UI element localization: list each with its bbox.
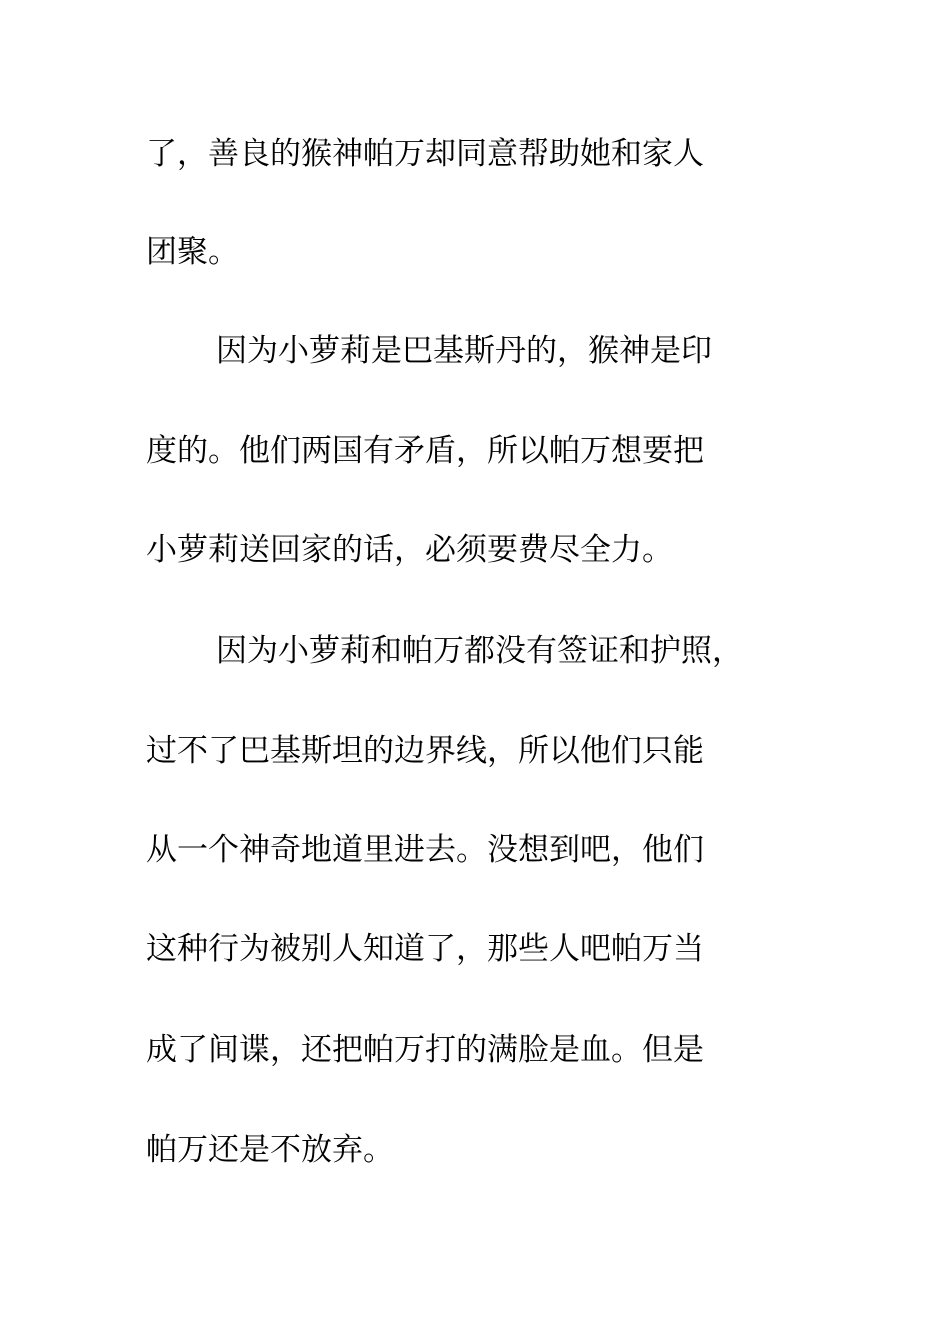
paragraph-3-line-1: 因为小萝莉和帕万都没有签证和护照，	[216, 633, 743, 669]
text-line-2: 团聚。	[146, 234, 239, 270]
text-line-1: 了，善良的猴神帕万却同意帮助她和家人	[146, 136, 704, 172]
paragraph-3-line-5: 成了间谍，还把帕万打的满脸是血。但是	[146, 1032, 704, 1068]
paragraph-2-line-1: 因为小萝莉是巴基斯丹的，猴神是印	[216, 333, 712, 369]
paragraph-2-line-3: 小萝莉送回家的话，必须要费尽全力。	[146, 532, 673, 568]
paragraph-3-line-6: 帕万还是不放弃。	[146, 1132, 394, 1168]
paragraph-3-line-3: 从一个神奇地道里进去。没想到吧，他们	[146, 832, 704, 868]
paragraph-3-line-4: 这种行为被别人知道了，那些人吧帕万当	[146, 931, 704, 967]
paragraph-2-line-2: 度的。他们两国有矛盾，所以帕万想要把	[146, 433, 704, 469]
paragraph-3-line-2: 过不了巴基斯坦的边界线，所以他们只能	[146, 733, 704, 769]
